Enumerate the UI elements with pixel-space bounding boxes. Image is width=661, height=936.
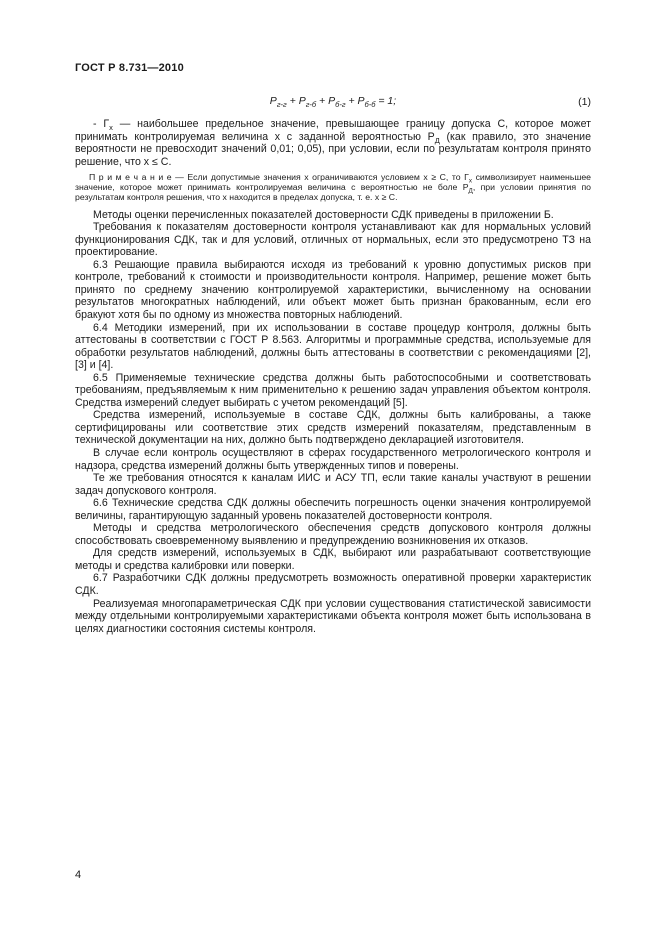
paragraph-6-3: 6.3 Решающие правила выбираются исходя из требований к уровню допустимых рисков при контроле, требований к стоимости и производительности контроля. Например, решение может быть принято по среднему значению контролируемой характеристики, вычисленному на основании результатов многократных наблюдений, или объект может быть признан бракованным, если его бракуют хотя бы по одному из множества повторных наблюдений. xyxy=(75,258,591,321)
note-paragraph xyxy=(75,173,591,202)
paragraph-6-5: 6.5 Применяемые технические средства должны быть работоспособными и соответствовать требованиям, предъявляемым к ним применительно к решению задач управления объектом контроля. Средства измерений следует выбирать с учетом рекомендаций [5]. xyxy=(75,371,591,409)
paragraph: Те же требования относятся к каналам ИИС и АСУ ТП, если такие каналы участвуют в решении задач допускового контроля. xyxy=(75,472,591,497)
paragraph: Методы оценки перечисленных показателей достоверности СДК приведены в приложении Б. xyxy=(93,208,554,221)
formula-operator: + xyxy=(286,95,299,107)
formula-expression xyxy=(269,95,397,110)
text-run: — наибольшее предельное значение, превышающее границу допуска С, которое может принимать контролируемая величина х с заданной вероятностью Р xyxy=(75,118,591,143)
formula-subscript: б-б xyxy=(364,100,376,110)
text-run: - Г xyxy=(93,118,110,130)
formula-block xyxy=(75,95,591,110)
paragraph-6-6: 6.6 Технические средства СДК должны обеспечить погрешность оценки значения контролируемой величины, гарантирующую заданный уровень показателей достоверности контроля. xyxy=(75,497,591,522)
doc-number: ГОСТ Р 8.731—2010 xyxy=(75,62,184,74)
text-run: (как правило, это значение вероятности не превосходит значений 0,01; 0,05), при условии, если по результатам контроля принято решение, что х ≤ С. xyxy=(75,130,591,168)
paragraph: Для средств измерений, используемых в СДК, выбирают или разрабатывают соответствующие методы и средства калибровки или поверки. xyxy=(75,547,591,572)
page-number: 4 xyxy=(75,869,82,881)
text-run: символизирует наименьшее значение, которое может принимать контролируемая величина с вероятностью не боле Р xyxy=(75,172,591,192)
subscript: х xyxy=(468,177,473,185)
paragraph: Требования к показателям достоверности контроля устанавливают как для нормальных условий функционирования СДК, так и для условий, отличных от нормальных, если это предусмотрено ТЗ на проектирование. xyxy=(75,221,591,259)
paragraph: Реализуемая многопараметрическая СДК при условии существования статистической зависимости между отдельными контролируемыми характеристиками объекта контроля может быть использована в целях диагностики состояния системы контроля. xyxy=(75,597,591,635)
formula-term: P xyxy=(328,95,336,107)
formula-term: P xyxy=(269,95,277,107)
formula-operator: + xyxy=(345,95,358,107)
text-run: , при условии принятия по результатам контроля решения, что х находится в пределах допуска, т. е. х ≥ С. xyxy=(75,181,591,202)
paragraph-6-7: 6.7 Разработчики СДК должны предусмотреть возможность оперативной проверки характеристик СДК. xyxy=(75,572,591,597)
formula-term: P xyxy=(298,95,306,107)
paragraph-6-4: 6.4 Методики измерений, при их использовании в составе процедур контроля, должны быть аттестованы в соответствии с ГОСТ Р 8.563. Алгоритмы и программные средства, используемые для обработки результатов наблюдений, должны быть аттестованы в соответствии с рекомендациями [2], [3] и [4]. xyxy=(75,321,591,372)
formula-subscript: г-б xyxy=(305,100,317,110)
formula-equals: = 1; xyxy=(375,95,397,107)
paragraph: Средства измерений, используемые в составе СДК, должны быть калиброваны, а также сертифицированы или соответствие этих средств измерений показателям, представленным в технической документации на них, должно быть подтверждено декларацией изготовителя. xyxy=(75,409,591,447)
subscript: Д xyxy=(468,187,473,195)
intro-list-item xyxy=(75,118,591,168)
subscript: Д xyxy=(434,135,440,145)
paragraph: В случае если контроль осуществляют в сферах государственного метрологического контроля и надзора, средства измерений должны быть утвержденных типов и поверены. xyxy=(75,446,591,472)
page-content xyxy=(75,62,591,635)
subscript: х xyxy=(109,123,113,133)
formula-operator: + xyxy=(316,95,329,107)
formula-number: (1) xyxy=(578,96,591,108)
formula-term: P xyxy=(357,95,365,107)
text-run: П р и м е ч а н и е — Если допустимые значения х ограничиваются условием х ≥ С, то Г xyxy=(89,172,469,183)
formula-subscript: г-г xyxy=(276,100,287,110)
paragraph: Методы и средства метрологического обеспечения средств допускового контроля должны способствовать своевременному выявлению и предупреждению возникновения их отказов. xyxy=(75,522,591,547)
formula-subscript: б-г xyxy=(335,100,346,110)
